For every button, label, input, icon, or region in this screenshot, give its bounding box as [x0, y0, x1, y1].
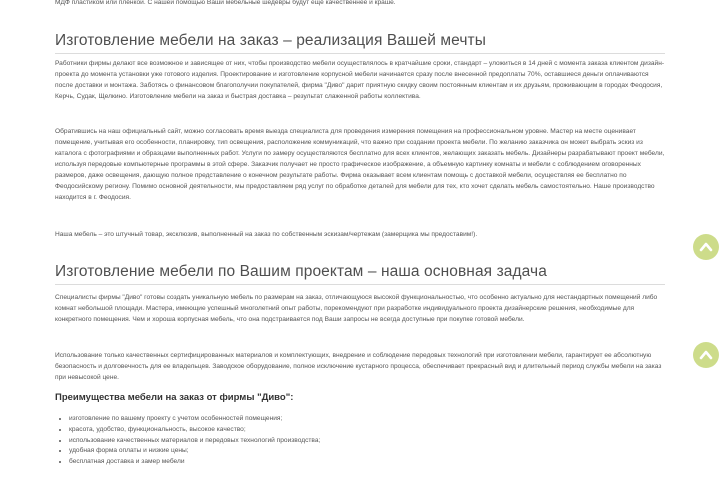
section2-paragraph-2: Использование только качественных сертифицированных материалов и комплектующих, внедрение и соблюдение передовых технологий при изготовлении мебели, гарантирует ее абсолютную безопасность и долговечность для ее владельцев. Заводское оборудование, полное исключение кустарного процесса, обеспечивает прекрасный вид и длительный период службы мебели на заказ при невысокой цене. — [55, 352, 662, 381]
chevron-up-icon — [698, 239, 714, 255]
section2-title: Изготовление мебели по Вашим проектам – наша основная задача — [55, 263, 665, 285]
list-item: • использование качественных материалов и передовых технологий производства; — [69, 436, 320, 447]
section1-paragraph-1: Работники фирмы делают все возможное и зависящее от них, чтобы производство мебели осуществлялось в кратчайшие сроки, стандарт – уложиться в 14 дней с момента заказа клиентом дизайн-проекта до момента установки уже готового изделия. Проектирование и изготовление корпусной мебели начинается сразу после внесенной предоплаты 70%, оставшиеся деньги оплачиваются после доставки и монтажа. Заботясь о финансовом благополучии покупателей, фирма "Диво" дарит приятную скидку своим постоянным клиентам и их друзьям, проживающим в городах Феодосия, Керчь, Судак, Щелкино. Изготовление мебели на заказ и быстрая доставка – результат слаженной работы коллектива. — [55, 60, 665, 100]
intro-tail: МДФ пластиком или плёнкой. С нашей помощью Ваши мебельные шедевры будут ещё качественнее и краше. — [55, 0, 396, 6]
scroll-up-button-secondary[interactable] — [693, 342, 719, 368]
section1-paragraph-3: Наша мебель – это штучный товар, эксклюзив, выполненный на заказ по собственным эскизам/чертежам (замерщика мы предоставим!). — [55, 231, 478, 238]
chevron-up-icon — [698, 347, 714, 363]
list-item: • изготовление по вашему проекту с учетом особенностей помещения; — [69, 414, 320, 425]
advantages-title: Преимущества мебели на заказ от фирмы "Диво": — [55, 392, 294, 403]
section1-title: Изготовление мебели на заказ – реализация Вашей мечты — [55, 32, 665, 54]
scroll-up-button[interactable] — [693, 234, 719, 260]
list-item: • красота, удобство, функциональность, высокое качество; — [69, 425, 320, 436]
list-item: • бесплатная доставка и замер мебели — [69, 457, 320, 468]
advantages-list — [55, 414, 320, 468]
section1-paragraph-2: Обратившись на наш официальный сайт, можно согласовать время выезда специалиста для проведения измерения помещения на профессиональном уровне. Мастер на месте оценивает помещение, учитывая его особенности, планировку, тип освещения, расположение коммуникаций, что важно при создании проекта мебели. По желанию заказчика он может выбрать эскиз из каталога с фотографиями и образцами выполненных работ. Услуги по замеру осуществляются бесплатно для всех клиентов, желающих заказать мебель. Дизайнеры разрабатывают проект мебели, используя передовые компьютерные программы в этой сфере. Заказчик получает не просто графическое изображение, а объемную картинку комнаты и мебели с соблюдением оговоренных размеров, даже освещения, дающую полное представление о конечном результате работы. Фирма оказывает всем клиентам помощь с доставкой мебели, осуществляя ее бесплатно по Феодосийскому региону. Помимо основной деятельности, мы предоставляем ряд услуг по обработке деталей для мебели для тех, кто хочет сделать мебель самостоятельно. Наше производство находится в г. Феодосия. — [55, 128, 665, 201]
section2-paragraph-1: Специалисты фирмы "Диво" готовы создать уникальную мебель по размерам на заказ, отличающуюся высокой функциональностью, что особенно актуально для нестандартных помещений либо комнат небольшой площади. Мастера, имеющие успешный многолетний опыт работы, порекомендуют при разработке индивидуального проекта дизайнерские решения, необходимые для конкретного помещения. Чем и хороша корпусная мебель, что она подстраивается под Ваши запросы не всегда доступные при покупке готовой мебели. — [55, 294, 658, 323]
list-item: • удобная форма оплаты и низкие цены; — [69, 446, 320, 457]
